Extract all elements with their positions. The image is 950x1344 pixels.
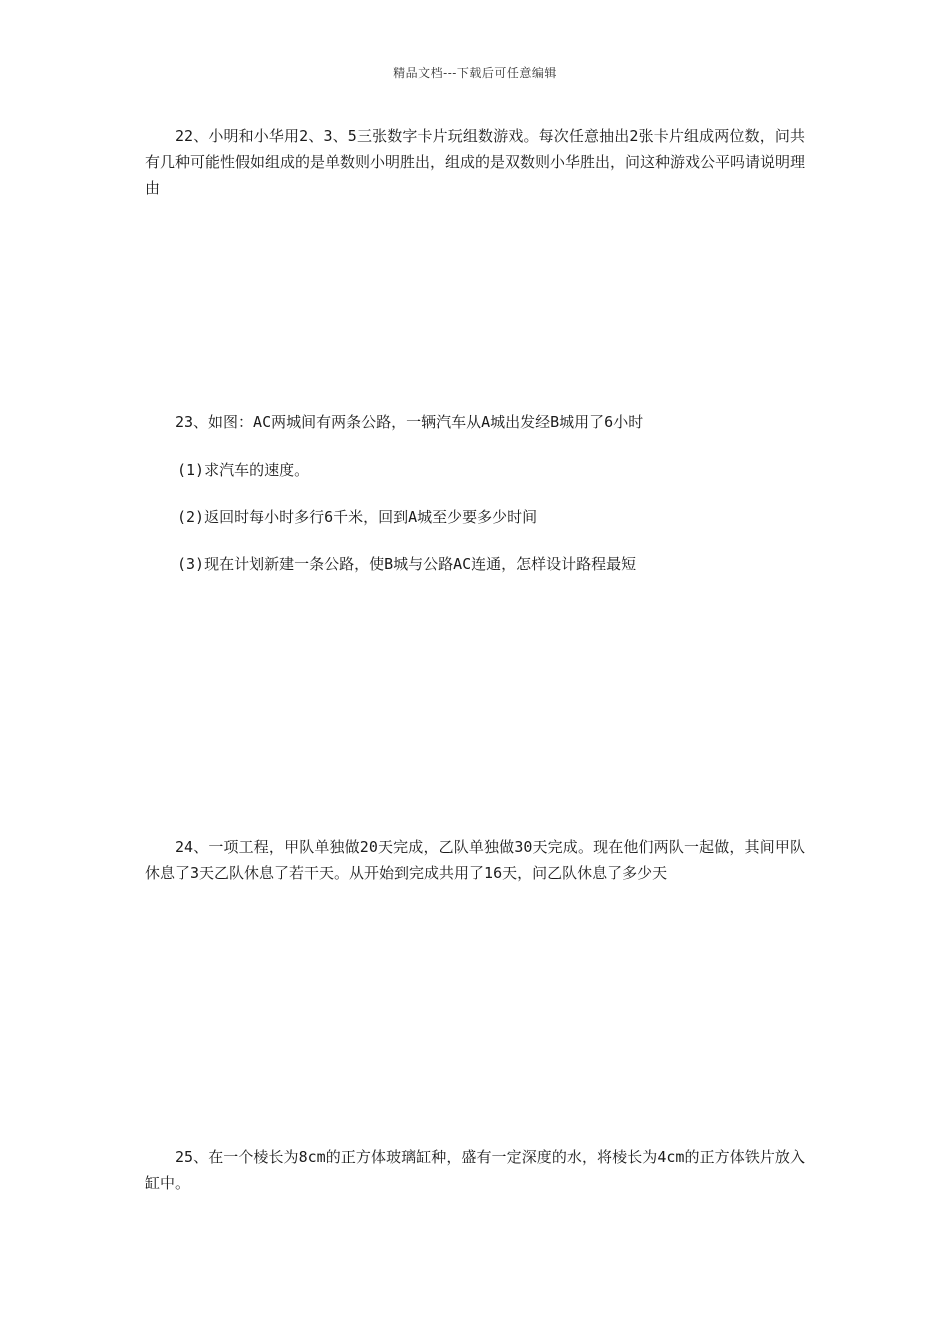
question-23-part-1: (1)求汽车的速度。 xyxy=(177,461,310,479)
question-23: 23、如图：AC两城间有两条公路，一辆汽车从A城出发经B城用了6小时 xyxy=(175,413,644,431)
question-22: 22、小明和小华用2、3、5三张数字卡片玩组数游戏。每次任意抽出2张卡片组成两位数，问共有几种可能性假如组成的是单数则小明胜出，组成的是双数则小华胜出，问这种游戏公平吗请说明理由 xyxy=(145,127,806,197)
question-24: 24、一项工程，甲队单独做20天完成，乙队单独做30天完成。现在他们两队一起做，其间甲队休息了3天乙队休息了若干天。从开始到完成共用了16天，问乙队休息了多少天 xyxy=(145,838,805,882)
question-23-part-3: (3)现在计划新建一条公路，使B城与公路AC连通，怎样设计路程最短 xyxy=(177,555,637,573)
question-23-part-2: (2)返回时每小时多行6千米，回到A城至少要多少时间 xyxy=(177,508,538,526)
question-25: 25、在一个棱长为8cm的正方体玻璃缸种，盛有一定深度的水，将棱长为4cm的正方体铁片放入缸中。 xyxy=(145,1148,805,1192)
page-header: 精品文档---下载后可任意编辑 xyxy=(393,66,557,80)
